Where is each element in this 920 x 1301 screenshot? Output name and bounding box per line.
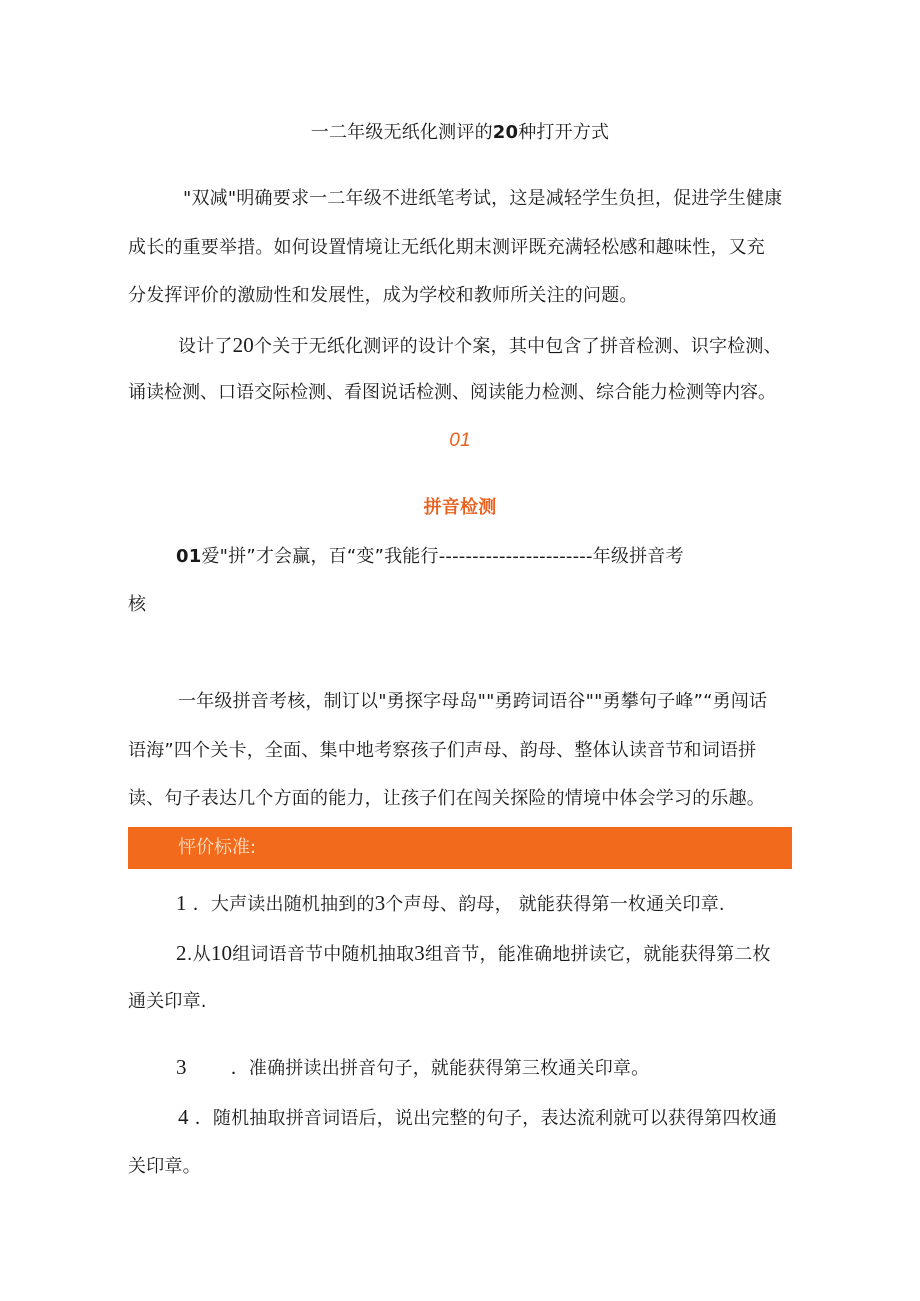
title-prefix: 一二年级无纸化测评的 xyxy=(310,122,493,143)
criterion-2-post: 组音节，能准确地拼读它，就能获得第二枚 xyxy=(424,944,771,965)
criterion-1 xyxy=(176,891,725,917)
criterion-4 xyxy=(178,1105,777,1131)
intro-line-3: 分发挥评价的激励性和发展性，成为学校和教师所关注的问题。 xyxy=(128,285,638,306)
title-suffix: 种打开方式 xyxy=(518,122,610,143)
criterion-2 xyxy=(176,941,771,967)
criterion-1-pre: ．大声读出随机抽到的 xyxy=(192,894,375,915)
subheading-number: 01 xyxy=(176,546,202,567)
intro2-number: 20 xyxy=(232,333,255,357)
criterion-4-text: ．随机抽取拼音词语后，说出完整的句子，表达流利就可以获得第四枚通 xyxy=(194,1108,778,1129)
criterion-1-number: 1 xyxy=(176,891,187,915)
intro-line-1: "双减"明确要求一二年级不进纸笔考试，这是减轻学生负担，促进学生健康 xyxy=(183,188,783,209)
criterion-3-number: 3 xyxy=(176,1055,187,1079)
criterion-1-count: 3 xyxy=(374,891,386,915)
criterion-2-count-a: 10 xyxy=(210,941,233,965)
section-number: 01 xyxy=(449,430,471,451)
section-title: 拼音检测 xyxy=(423,497,497,518)
criterion-3-text: ．准确拼读出拼音句子，就能获得第三枚通关印章。 xyxy=(230,1058,650,1079)
criterion-3 xyxy=(176,1055,649,1081)
intro2-line-1 xyxy=(178,333,782,359)
subheading-text: 爱"拼”才会赢，百“变”我能行-----------------------年级拼音考 xyxy=(201,546,684,567)
intro2-post: 个关于无纸化测评的设计个案，其中包含了拼音检测、识字检测、 xyxy=(254,336,782,357)
criterion-4-number: 4 xyxy=(178,1105,189,1129)
subheading xyxy=(176,545,684,569)
criterion-4-wrap: 关印章。 xyxy=(128,1156,201,1177)
criterion-2-count-b: 3 xyxy=(414,941,425,965)
criterion-2-pre: .从 xyxy=(186,944,211,965)
criterion-2-wrap: 通关印章. xyxy=(128,991,207,1012)
document-title xyxy=(0,121,920,145)
criterion-2-number: 2 xyxy=(176,941,187,965)
intro2-line-2: 诵读检测、口语交际检测、看图说话检测、阅读能力检测、综合能力检测等内容。 xyxy=(128,382,776,403)
subheading-wrap: 核 xyxy=(128,594,147,615)
criterion-2-mid: 组词语音节中随机抽取 xyxy=(232,944,415,965)
description-line-2: 语海”四个关卡，全面、集中地考察孩子们声母、韵母、整体认读音节和词语拼 xyxy=(128,740,757,761)
criterion-1-post: 个声母、韵母， 就能获得第一枚通关印章. xyxy=(385,894,725,915)
intro-line-2: 成长的重要举措。如何设置情境让无纸化期末测评既充满轻松感和趣味性，又充 xyxy=(128,237,765,258)
criteria-banner-label: 怦价标准: xyxy=(178,837,257,858)
intro2-pre: 设计了 xyxy=(178,336,233,357)
description-line-3: 读、句子表达几个方面的能力，让孩子们在闯关探险的情境中体会学习的乐趣。 xyxy=(128,788,765,809)
title-number: 20 xyxy=(492,122,519,143)
criteria-banner xyxy=(128,827,792,869)
description-line-1: 一年级拼音考核，制订以"勇探字母岛""勇跨词语谷""勇攀句子峰”“勇闯话 xyxy=(178,691,768,712)
